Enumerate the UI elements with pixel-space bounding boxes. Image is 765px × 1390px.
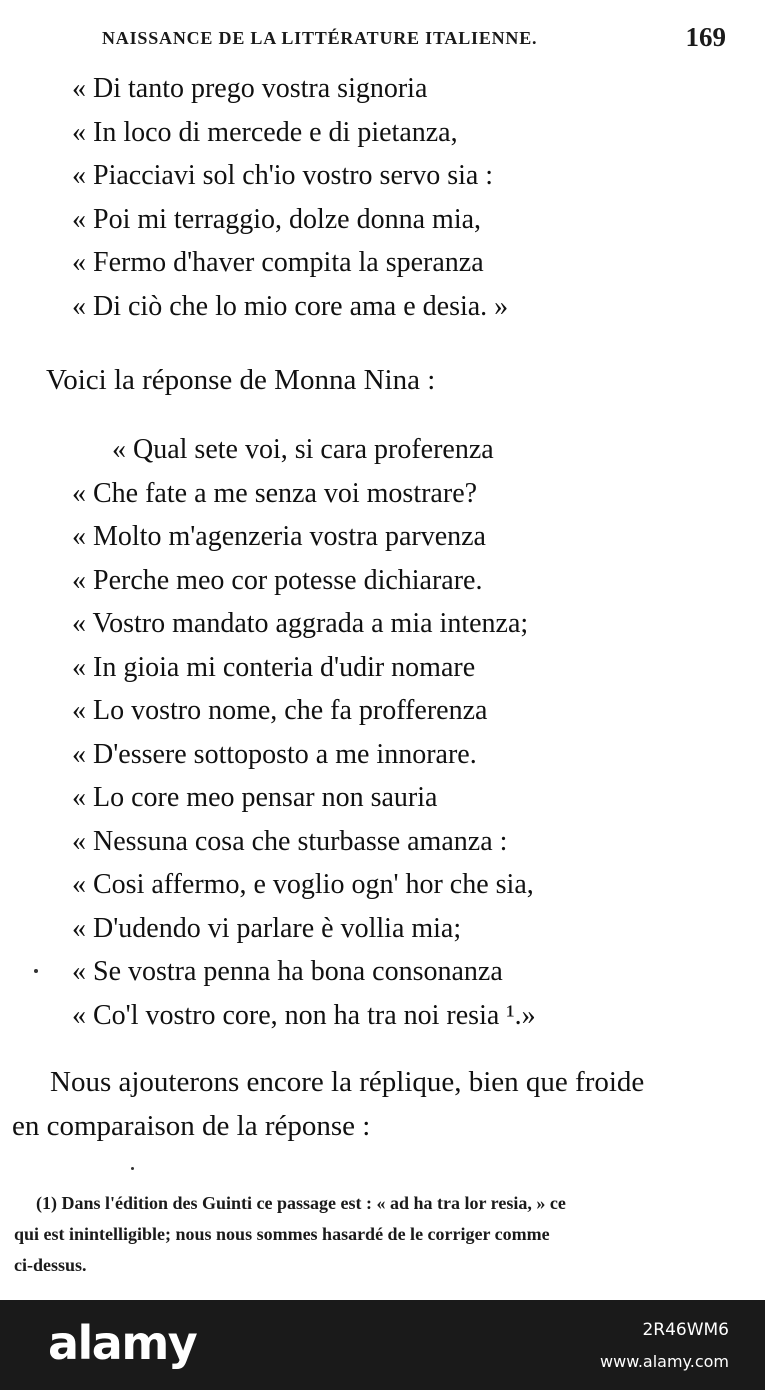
verse-line: « Che fate a me senza voi mostrare? — [72, 477, 478, 509]
page-header — [102, 22, 730, 56]
verse-line: « D'udendo vi parlare è vollia mia; — [72, 912, 462, 944]
verse-line: « Qual sete voi, si cara proferenza — [112, 434, 494, 465]
footnote-line: ci-dessus. — [14, 1255, 87, 1275]
closing-paragraph-line-1: Nous ajouterons encore la réplique, bien que froide — [50, 1066, 645, 1098]
verse-line: « Di tanto prego vostra signoria — [72, 73, 428, 104]
verse-line: « Lo vostro nome, che fa profferenza — [72, 695, 488, 726]
verse-line: « D'essere sottoposto a me innorare. — [72, 738, 477, 770]
closing-paragraph-line-2: en comparaison de la réponse : — [12, 1110, 371, 1142]
verse-line: « Cosi affermo, e voglio ogn' hor che sia, — [72, 869, 534, 900]
brand-logo: alamy — [48, 1316, 197, 1370]
verse-line: « Lo core meo pensar non sauria — [72, 782, 438, 813]
page-number: 169 — [685, 22, 726, 52]
verse-stanza-2 — [72, 428, 536, 1037]
verse-line: « In loco di mercede e di pietanza, — [72, 116, 458, 148]
image-id: 2R46WM6 — [642, 1320, 729, 1340]
printing-speck — [34, 969, 38, 973]
intro-paragraph: Voici la réponse de Monna Nina : — [46, 364, 436, 396]
verse-line: « Nessuna cosa che sturbasse amanza : — [72, 825, 508, 857]
printing-speck — [131, 1167, 134, 1170]
verse-line: « Poi mi terraggio, dolze donna mia, — [72, 203, 482, 235]
footnote-line: qui est inintelligible; nous nous sommes hasardé de le corriger comme — [14, 1224, 550, 1244]
verse-line: « Di ciò che lo mio core ama e desia. » — [72, 290, 509, 322]
verse-line: « Se vostra penna ha bona consonanza — [72, 956, 503, 987]
verse-line: « Piacciavi sol ch'io vostro servo sia : — [72, 160, 494, 191]
footnote-line: (1) Dans l'édition des Guinti ce passage est : « ad ha tra lor resia, » ce — [36, 1193, 566, 1213]
watermark-banner — [0, 1300, 765, 1390]
verse-line: « Co'l vostro core, non ha tra noi resia ¹.» — [72, 999, 536, 1031]
running-title: NAISSANCE DE LA LITTÉRATURE ITALIENNE. — [102, 28, 538, 48]
footnote — [14, 1188, 734, 1281]
verse-line: « In gioia mi conteria d'udir nomare — [72, 651, 476, 683]
verse-line: « Vostro mandato aggrada a mia intenza; — [72, 608, 529, 639]
site-url: www.alamy.com — [600, 1352, 729, 1371]
verse-line: « Molto m'agenzeria vostra parvenza — [72, 521, 486, 552]
verse-line: « Fermo d'haver compita la speranza — [72, 247, 484, 278]
verse-stanza-1 — [72, 67, 508, 328]
verse-line: « Perche meo cor potesse dichiarare. — [72, 564, 483, 596]
